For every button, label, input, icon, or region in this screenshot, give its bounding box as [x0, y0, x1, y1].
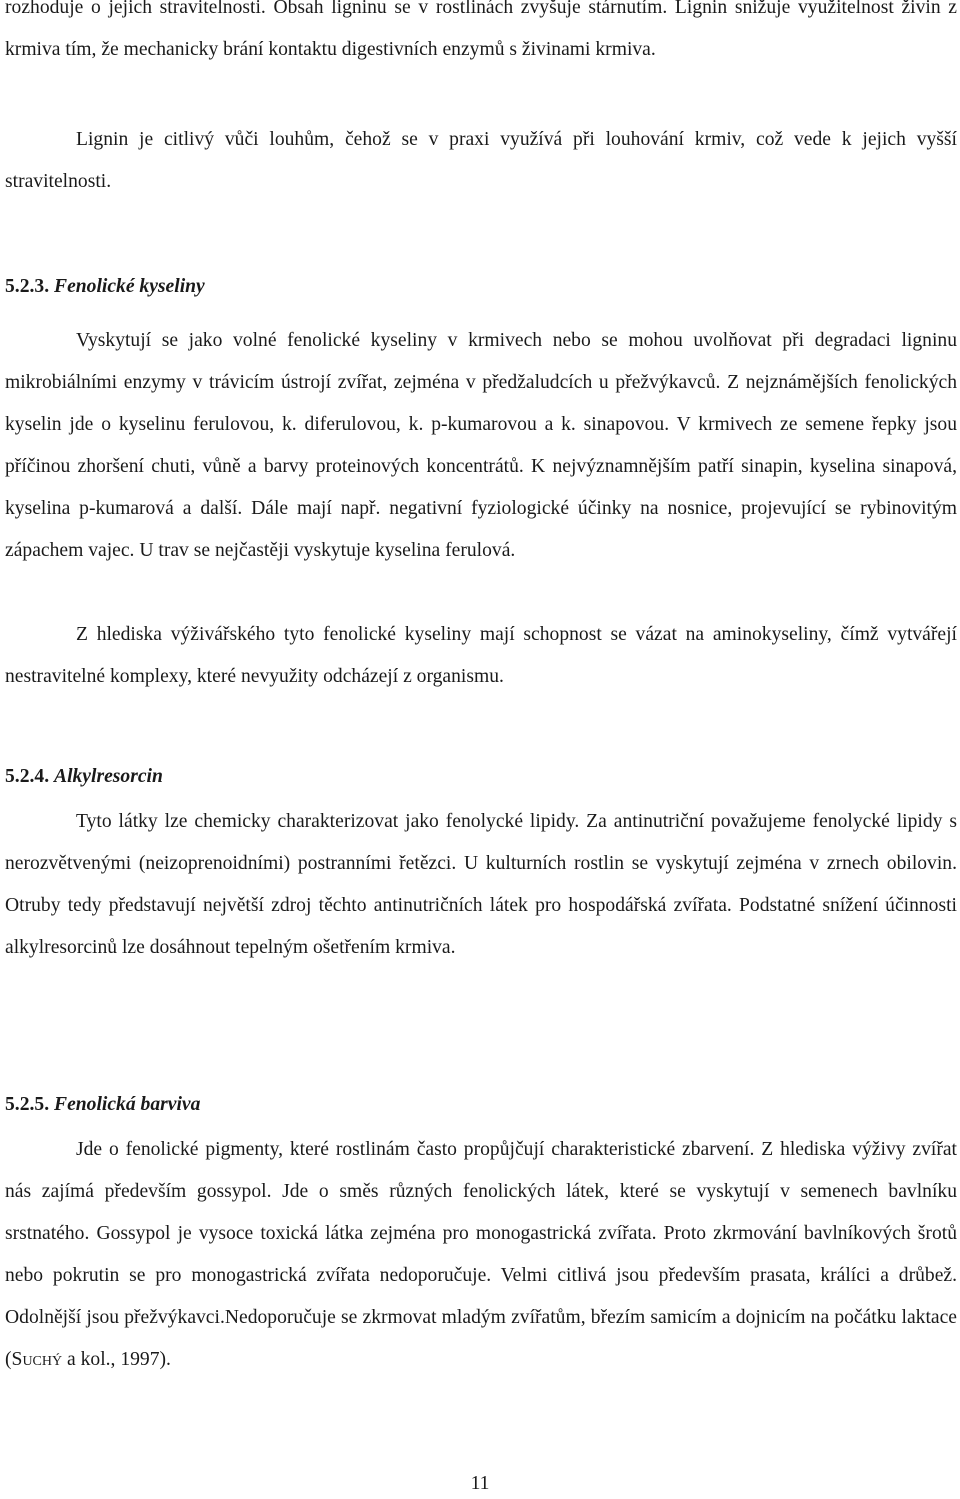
paragraph-alkylresorcin: Tyto látky lze chemicky charakterizovat jako fenolycké lipidy. Za antinutriční považujeme fenolycké lipidy s nerozvětvenými (neizoprenoidními) postranními řetězci. U kulturních rostlin se vyskytují zejména v zrnech obilovin. Otruby tedy představují největší zdroj těchto antinutričních látek pro hospodářská zvířata. Podstatné snížení účinnosti alkylresorcinů lze dosáhnout tepelným ošetřením krmiva. — [5, 811, 957, 958]
heading-section-5-2-4 — [5, 762, 163, 792]
paragraph-lignin-lye: Lignin je citlivý vůči louhům, čehož se v praxi využívá při louhování krmiv, což vede k jejich vyšší stravitelnosti. — [5, 129, 957, 192]
section-number: 5.2.3. — [5, 276, 50, 297]
section-number: 5.2.5. — [5, 1094, 50, 1115]
paragraph-phenolic-dyes — [5, 1129, 957, 1381]
paragraph-text: Jde o fenolické pigmenty, které rostlinám často propůjčují charakteristické zbarvení. Z hlediska výživy zvířat nás zajímá především gossypol. Jde o směs různých fenolických látek, které se vyskytují v semenech bavlníku srstnatého. Gossypol je vysoce toxická látka zejména pro monogastrická zvířata. Proto zkrmování bavlníkových šrotů nebo pokrutin se pro monogastrická zvířata nedoporučuje. Velmi citlivá jsou především prasata, králíci a drůbež. Odolnější jsou přežvýkavci.Nedoporučuje se zkrmovat mladým zvířatům, březím samicím a dojnicím na počátku laktace ( — [5, 1139, 957, 1370]
section-title: Alkylresorcin — [54, 766, 163, 787]
section-title: Fenolická barviva — [54, 1094, 201, 1115]
citation-smallcaps: uchý — [22, 1349, 63, 1370]
citation-initial: S — [11, 1349, 23, 1370]
heading-section-5-2-3 — [5, 272, 205, 302]
citation-tail: a kol., 1997). — [62, 1349, 171, 1370]
section-number: 5.2.4. — [5, 766, 50, 787]
paragraph-lignin-content: rozhoduje o jejich stravitelnosti. Obsah ligninu se v rostlinách zvyšuje stárnutím. Lignin snižuje využitelnost živin z krmiva tím, že mechanicky brání kontaktu digestivních enzymů s živinami krmiva. — [5, 0, 957, 60]
heading-section-5-2-5 — [5, 1090, 200, 1120]
page-number: 11 — [470, 1473, 490, 1494]
citation-author — [12, 1349, 63, 1370]
paragraph-phenolic-acids-2: Z hlediska výživářského tyto fenolické kyseliny mají schopnost se vázat na aminokyseliny, čímž vytvářejí nestravitelné komplexy, které nevyužity odcházejí z organismu. — [5, 624, 957, 687]
section-title: Fenolické kyseliny — [54, 276, 205, 297]
paragraph-phenolic-acids-1: Vyskytují se jako volné fenolické kyseliny v krmivech nebo se mohou uvolňovat při degradaci ligninu mikrobiálními enzymy v trávicím ústrojí zvířat, zejména v předžaludcích u přežvýkavců. Z nejznámějších fenolických kyselin jde o kyselinu ferulovou, k. diferulovou, k. p-kumarovou a k. sinapovou. V krmivech ze semene řepky jsou příčinou zhoršení chuti, vůně a barvy proteinových koncentrátů. K nejvýznamnějším patří sinapin, kyselina sinapová, kyselina p-kumarová a další. Dále mají např. negativní fyziologické účinky na nosnice, projevující se rybinovitým zápachem vajec. U trav se nejčastěji vyskytuje kyselina ferulová. — [5, 330, 957, 561]
